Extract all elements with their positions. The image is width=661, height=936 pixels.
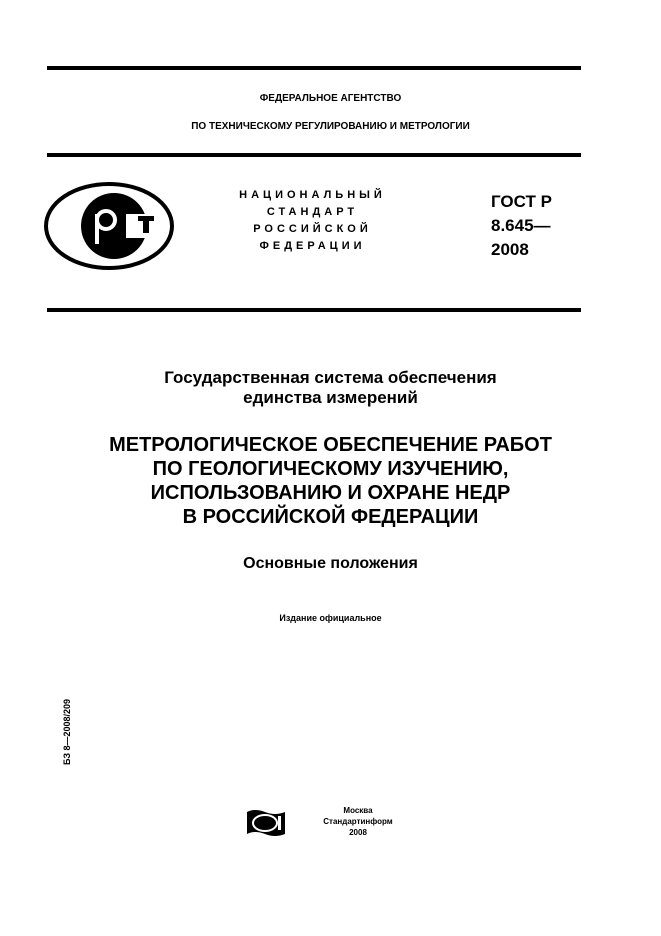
agency-line-1: ФЕДЕРАЛЬНОЕ АГЕНТСТВО	[259, 93, 402, 104]
title-line: МЕТРОЛОГИЧЕСКОЕ ОБЕСПЕЧЕНИЕ РАБОТ	[109, 434, 552, 456]
standard-type-line: ФЕДЕРАЦИИ	[259, 240, 366, 252]
designation-line: 8.645—	[491, 216, 551, 235]
title-line: В РОССИЙСКОЙ ФЕДЕРАЦИИ	[182, 506, 479, 528]
publisher-logo	[245, 808, 287, 838]
title-line: ПО ГЕОЛОГИЧЕСКОМУ ИЗУЧЕНИЮ,	[152, 458, 509, 480]
gost-r-logo	[42, 180, 176, 272]
standard-type-line: СТАНДАРТ	[266, 206, 359, 218]
standard-designation	[491, 190, 552, 262]
system-title-line: Государственная система обеспечения	[164, 368, 497, 387]
document-title	[0, 433, 661, 529]
header-rule	[47, 153, 581, 157]
system-title	[0, 368, 661, 408]
designation-line: 2008	[491, 240, 529, 259]
header-bottom-rule	[47, 308, 581, 312]
edition-label: Издание официальное	[279, 613, 382, 623]
publisher-info	[318, 805, 398, 838]
side-code: БЗ 8—2008/209	[62, 698, 72, 766]
publisher-city: Москва	[343, 806, 373, 815]
title-line: ИСПОЛЬЗОВАНИЮ И ОХРАНЕ НЕДР	[150, 482, 511, 504]
system-title-line: единства измерений	[243, 388, 418, 407]
designation-line: ГОСТ Р	[491, 192, 552, 211]
top-rule	[47, 66, 581, 70]
standard-type-line: НАЦИОНАЛЬНЫЙ	[239, 189, 386, 201]
agency-line-2: ПО ТЕХНИЧЕСКОМУ РЕГУЛИРОВАНИЮ И МЕТРОЛОГИИ	[191, 121, 470, 132]
publisher-year: 2008	[349, 828, 367, 837]
subtitle: Основные положения	[243, 555, 418, 572]
publisher-name: Стандартинформ	[323, 817, 393, 826]
standard-type	[215, 187, 410, 255]
standard-type-line: РОССИЙСКОЙ	[253, 223, 372, 235]
